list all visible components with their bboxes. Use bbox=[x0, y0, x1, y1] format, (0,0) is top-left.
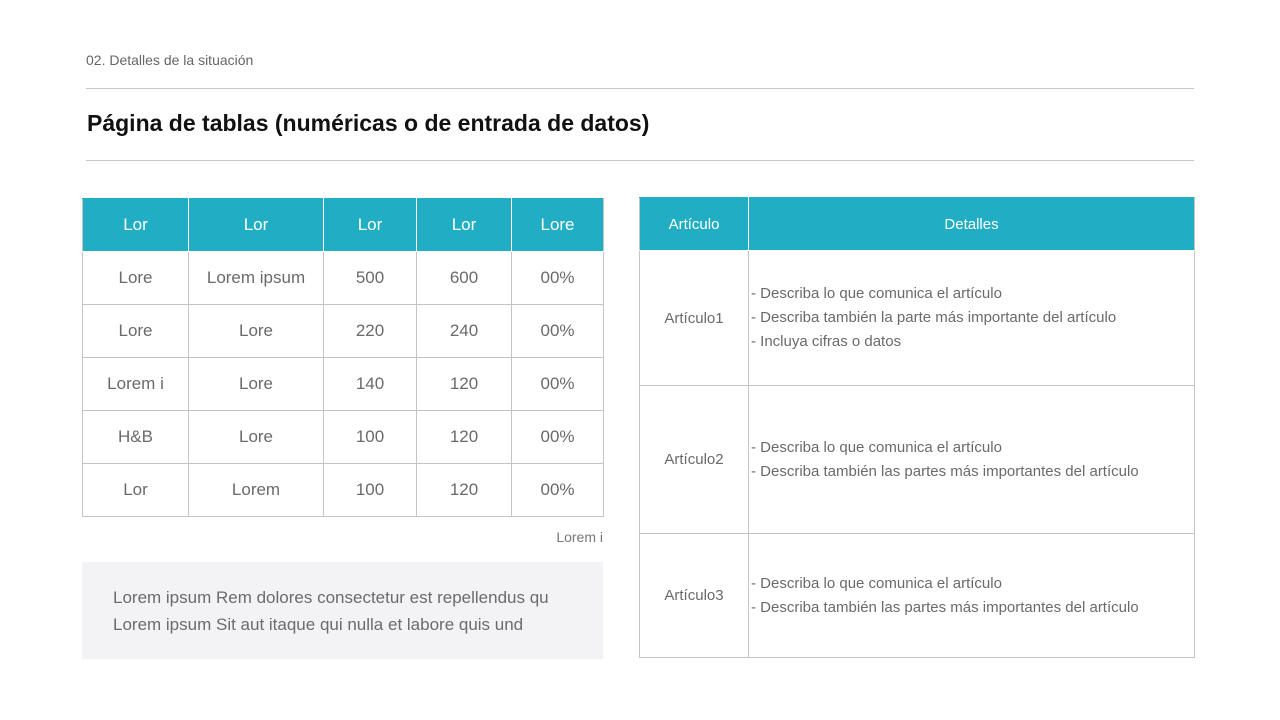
detail-line: - Describa lo que comunica el artículo bbox=[751, 285, 1002, 302]
table-cell: 00% bbox=[512, 411, 604, 464]
page-title: Página de tablas (numéricas o de entrada de datos) bbox=[87, 110, 650, 136]
data-table-header-cell: Lor bbox=[83, 199, 189, 252]
detail-table-header-item: Artículo bbox=[640, 198, 749, 251]
table-cell: Lore bbox=[83, 252, 189, 305]
table-cell: 220 bbox=[324, 305, 417, 358]
table-cell: 00% bbox=[512, 464, 604, 517]
detail-line: - Incluya cifras o datos bbox=[751, 333, 902, 350]
item-details bbox=[749, 251, 1195, 386]
item-name: Artículo3 bbox=[640, 534, 749, 658]
item-details bbox=[749, 386, 1195, 534]
item-name: Artículo2 bbox=[640, 386, 749, 534]
table-cell: 140 bbox=[324, 358, 417, 411]
table-cell: 100 bbox=[324, 464, 417, 517]
table-cell: 120 bbox=[417, 358, 512, 411]
top-divider bbox=[86, 88, 1194, 89]
item-details bbox=[749, 534, 1195, 658]
table-row bbox=[640, 386, 1195, 534]
table-cell: 120 bbox=[417, 464, 512, 517]
table-row bbox=[83, 411, 604, 464]
data-table-header-cell: Lor bbox=[189, 199, 324, 252]
detail-line: - Describa también las partes más importantes del artículo bbox=[751, 598, 1139, 616]
table-cell: Lore bbox=[189, 305, 324, 358]
table-cell: H&B bbox=[83, 411, 189, 464]
table-cell: 120 bbox=[417, 411, 512, 464]
detail-line: - Describa también la parte más importante del artículo bbox=[751, 309, 1117, 326]
table-cell: Lore bbox=[83, 305, 189, 358]
table-cell: 00% bbox=[512, 358, 604, 411]
table-row bbox=[83, 358, 604, 411]
detail-line: - Describa también las partes más importantes del artículo bbox=[751, 462, 1139, 480]
item-name: Artículo1 bbox=[640, 251, 749, 386]
data-table-header-row bbox=[83, 199, 604, 252]
table-cell: 100 bbox=[324, 411, 417, 464]
table-row bbox=[83, 252, 604, 305]
bottom-divider bbox=[86, 160, 1194, 161]
text-box-line: Lorem ipsum Sit aut itaque qui nulla et labore quis und bbox=[113, 615, 524, 634]
table-cell: Lorem ipsum bbox=[189, 252, 324, 305]
table-row bbox=[640, 534, 1195, 658]
data-table-header-cell: Lore bbox=[512, 199, 604, 252]
detail-table bbox=[639, 197, 1195, 658]
table-cell: Lore bbox=[189, 358, 324, 411]
table-cell: 500 bbox=[324, 252, 417, 305]
table-cell: 00% bbox=[512, 252, 604, 305]
table-note: Lorem i bbox=[556, 529, 603, 545]
detail-line: - Describa lo que comunica el artículo bbox=[751, 438, 1002, 456]
data-table bbox=[82, 198, 604, 517]
detail-line: - Describa lo que comunica el artículo bbox=[751, 574, 1002, 592]
table-cell: Lor bbox=[83, 464, 189, 517]
table-row bbox=[640, 251, 1195, 386]
data-table-header-cell: Lor bbox=[417, 199, 512, 252]
text-box-line: Lorem ipsum Rem dolores consectetur est repellendus qu bbox=[113, 588, 549, 607]
data-table-header-cell: Lor bbox=[324, 199, 417, 252]
table-row bbox=[83, 464, 604, 517]
table-cell: Lorem i bbox=[83, 358, 189, 411]
table-cell: 00% bbox=[512, 305, 604, 358]
table-cell: 600 bbox=[417, 252, 512, 305]
section-label: 02. Detalles de la situación bbox=[86, 52, 254, 68]
table-cell: Lore bbox=[189, 411, 324, 464]
table-cell: Lorem bbox=[189, 464, 324, 517]
table-row bbox=[83, 305, 604, 358]
text-box bbox=[82, 562, 603, 659]
table-cell: 240 bbox=[417, 305, 512, 358]
detail-table-header-row bbox=[640, 198, 1195, 251]
detail-table-header-details: Detalles bbox=[749, 198, 1195, 251]
